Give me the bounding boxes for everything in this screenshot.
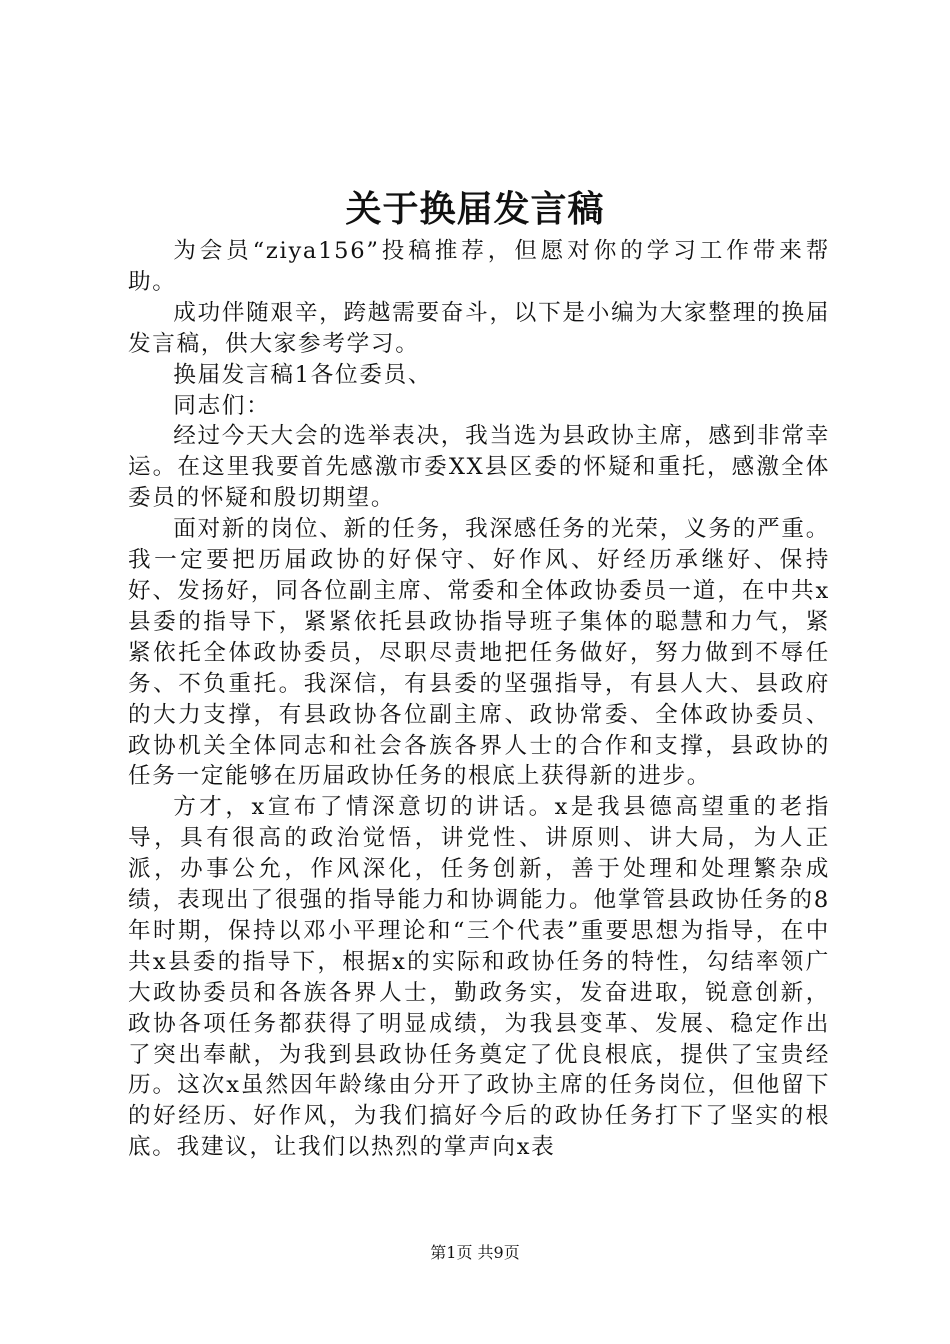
- paragraph-heading: 换届发言稿1各位委员、: [173, 361, 433, 388]
- paragraph-salutation: 同志们：: [173, 392, 271, 419]
- paragraph-preface: 成功伴随艰辛，跨越需要奋斗，以下是小编为大家整理的换届发言稿，供大家参考学习。: [128, 299, 830, 357]
- paragraph-new-role: 面对新的岗位、新的任务，我深感任务的光荣，义务的严重。我一定要把历届政协的好保守、好作风、好经历承继好、保持好、发扬好，同各位副主席、常委和全体政协委员一道，在中共x县委的指导下，紧紧依托县政协指导班子集体的聪慧和力气，紧紧依托全体政协委员，尽职尽责地把任务做好，努力做到不辱任务、不负重托。我深信，有县委的坚强指导，有县人大、县政府的大力支撑，有县政协各位副主席、政协常委、全体政协委员、政协机关全体同志和社会各族各界人士的合作和支撑，县政协的任务一定能够在历届政协任务的根底上获得新的进步。: [128, 516, 830, 790]
- page-number: 第1页 共9页: [430, 1243, 520, 1262]
- paragraph-tribute: 方才，x宣布了情深意切的讲话。x是我县德高望重的老指导，具有很高的政治觉悟，讲党性、讲原则、讲大局，为人正派，办事公允，作风深化，任务创新，善于处理和处理繁杂成绩，表现出了很强的指导能力和协调能力。他掌管县政协任务的8年时期，保持以邓小平理论和“三个代表”重要思想为指导，在中共x县委的指导下，根据x的实际和政协任务的特性，勾结率领广大政协委员和各族各界人士，勤政务实，发奋进取，锐意创新，政协各项任务都获得了明显成绩，为我县变革、发展、稳定作出了突出奉献，为我到县政协任务奠定了优良根底，提供了宝贵经历。这次x虽然因年龄缘由分开了政协主席的任务岗位，但他留下的好经历、好作风，为我们搞好今后的政协任务打下了坚实的根底。我建议，让我们以热烈的掌声向x表: [128, 794, 830, 1161]
- document-body: [128, 236, 830, 1163]
- paragraph-election: 经过今天大会的选举表决，我当选为县政协主席，感到非常幸运。在这里我要首先感激市委XX县区委的怀疑和重托，感激全体委员的怀疑和殷切期望。: [128, 423, 830, 512]
- paragraph-intro: 为会员“ziya156”投稿推荐，但愿对你的学习工作带来帮助。: [128, 238, 830, 295]
- document-title: 关于换届发言稿: [345, 188, 605, 230]
